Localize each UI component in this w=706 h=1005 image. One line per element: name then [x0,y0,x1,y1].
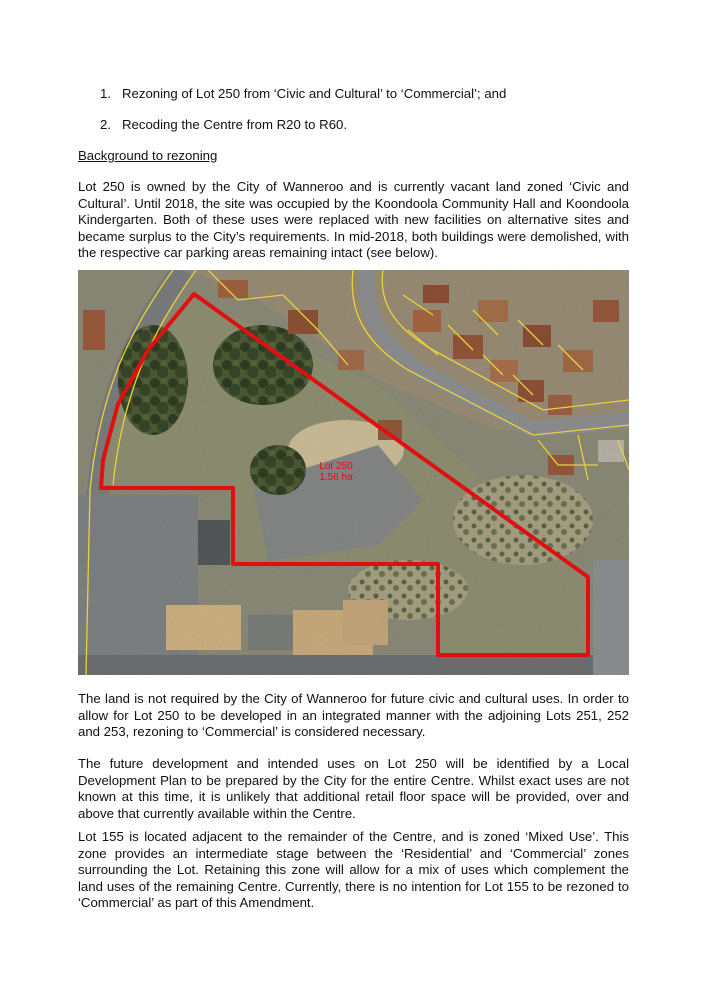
paragraph: Lot 250 is owned by the City of Wanneroo and is currently vacant land zoned ‘Civic and Cultural’. Until 2018, the site was occupied by the Koondoola Community Hall and Koondoola Kindergarten. Both of these uses were replaced with new facilities on alternative sites and became surplus to the City’s requirements. In mid-2018, both buildings were demolished, with the respective car parking areas remaining intact (see below). [78,179,629,261]
paragraph: The land is not required by the City of Wanneroo for future civic and cultural uses. In order to allow for Lot 250 to be developed in an integrated manner with the adjoining Lots 251, 252 and 253, rezoning to ‘Commercial’ is considered necessary. [78,691,629,740]
list-text: Rezoning of Lot 250 from ‘Civic and Cultural’ to ‘Commercial’; and [122,86,507,101]
aerial-terrain [78,270,629,675]
lot-area-label: 1.56 ha [319,472,353,483]
paragraph: Lot 155 is located adjacent to the remainder of the Centre, and is zoned ‘Mixed Use’. This zone provides an intermediate stage between the ‘Residential’ and ‘Commercial’ zones surrounding the Lot. Retaining this zone will allow for a mix of uses which complement the land uses of the remaining Centre. Currently, there is no intention for Lot 155 to be rezoned to ‘Commercial’ as part of this Amendment. [78,829,629,911]
section-heading: Background to rezoning [78,148,218,163]
list-number: 2. [100,117,111,132]
list-number: 1. [100,86,111,101]
lot-label: Lot 250 [319,461,353,472]
paragraph: The future development and intended uses on Lot 250 will be identified by a Local Development Plan to be prepared by the City for the entire Centre. Whilst exact uses are not known at this time, it is unlikely that additional retail floor space will be provided, over and above that currently available within the Centre. [78,756,629,821]
list-text: Recoding the Centre from R20 to R60. [122,117,348,132]
aerial-photo [78,270,629,675]
